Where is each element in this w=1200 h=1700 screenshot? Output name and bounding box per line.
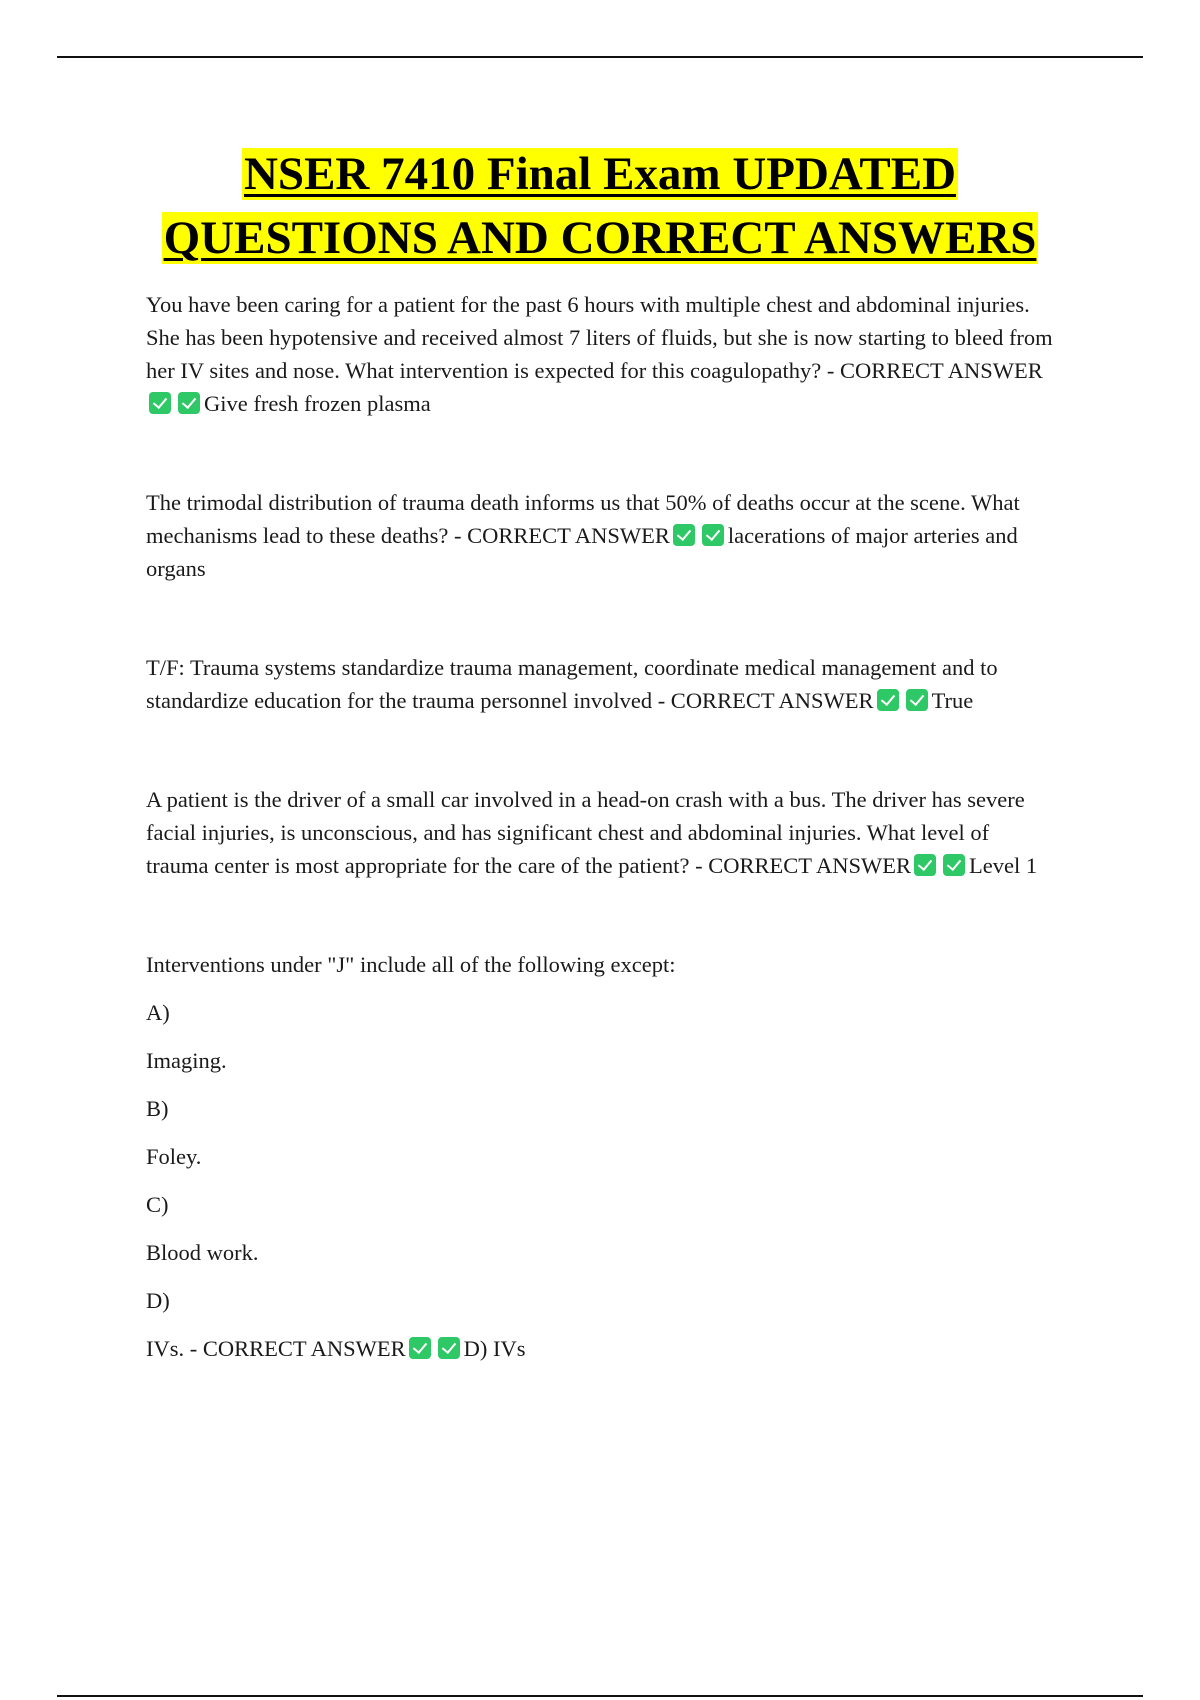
question-text: T/F: Trauma systems standardize trauma management, coordinate medical management and to standardize education for the trauma personnel involved - CORRECT ANSWER (146, 655, 998, 713)
answer-text: Level 1 (969, 853, 1038, 878)
multiple-choice-question (146, 948, 1056, 1365)
check-icon (149, 392, 171, 414)
bottom-rule (57, 1695, 1143, 1697)
qa-item (146, 651, 1056, 717)
qa-text (146, 651, 1056, 717)
top-rule (57, 56, 1143, 58)
qa-text (146, 783, 1056, 882)
answer-text: lacerations of major arteries and organs (146, 523, 1018, 581)
check-icon (702, 524, 724, 546)
check-icon (178, 392, 200, 414)
option-text-b: Foley. (146, 1144, 202, 1169)
option-letter-c: C) (146, 1192, 169, 1217)
question-text: You have been caring for a patient for the past 6 hours with multiple chest and abdominal injuries. She has been hypotensive and received almost 7 liters of fluids, but she is now starting to bleed from her IV sites and nose. What intervention is expected for this coagulopathy? - CORRECT ANSWER (146, 292, 1053, 383)
title-line-2: QUESTIONS AND CORRECT ANSWERS (163, 212, 1037, 264)
question-text: The trimodal distribution of trauma death informs us that 50% of deaths occur at the scene. What mechanisms lead to these deaths? - CORRECT ANSWER (146, 490, 1020, 548)
option-text-c: Blood work. (146, 1240, 259, 1265)
check-icon (906, 689, 928, 711)
qa-text (146, 486, 1056, 585)
option-letter-d: D) (146, 1288, 170, 1313)
answer-text: Give fresh frozen plasma (204, 391, 431, 416)
page-title (0, 142, 1200, 270)
qa-item (146, 288, 1056, 420)
check-icon (438, 1337, 460, 1359)
answer-text: True (931, 688, 974, 713)
qa-text (146, 288, 1056, 420)
check-icon (673, 524, 695, 546)
document-body (146, 288, 1056, 1380)
check-icon (914, 854, 936, 876)
qa-item (146, 486, 1056, 585)
question-text: A patient is the driver of a small car involved in a head-on crash with a bus. The driver has severe facial injuries, is unconscious, and has significant chest and abdominal injuries. What level of trauma center is most appropriate for the care of the patient? - CORRECT ANSWER (146, 787, 1025, 878)
check-icon (409, 1337, 431, 1359)
option-text-d: IVs. - CORRECT ANSWER (146, 1336, 406, 1361)
answer-text: D) IVs (463, 1336, 526, 1361)
option-letter-b: B) (146, 1096, 169, 1121)
option-text-a: Imaging. (146, 1048, 227, 1073)
check-icon (877, 689, 899, 711)
option-d-with-answer (146, 1332, 1056, 1365)
title-line-1: NSER 7410 Final Exam UPDATED (243, 148, 957, 200)
mc-stem: Interventions under "J" include all of the following except: (146, 952, 676, 977)
option-letter-a: A) (146, 1000, 170, 1025)
qa-item (146, 783, 1056, 882)
check-icon (943, 854, 965, 876)
